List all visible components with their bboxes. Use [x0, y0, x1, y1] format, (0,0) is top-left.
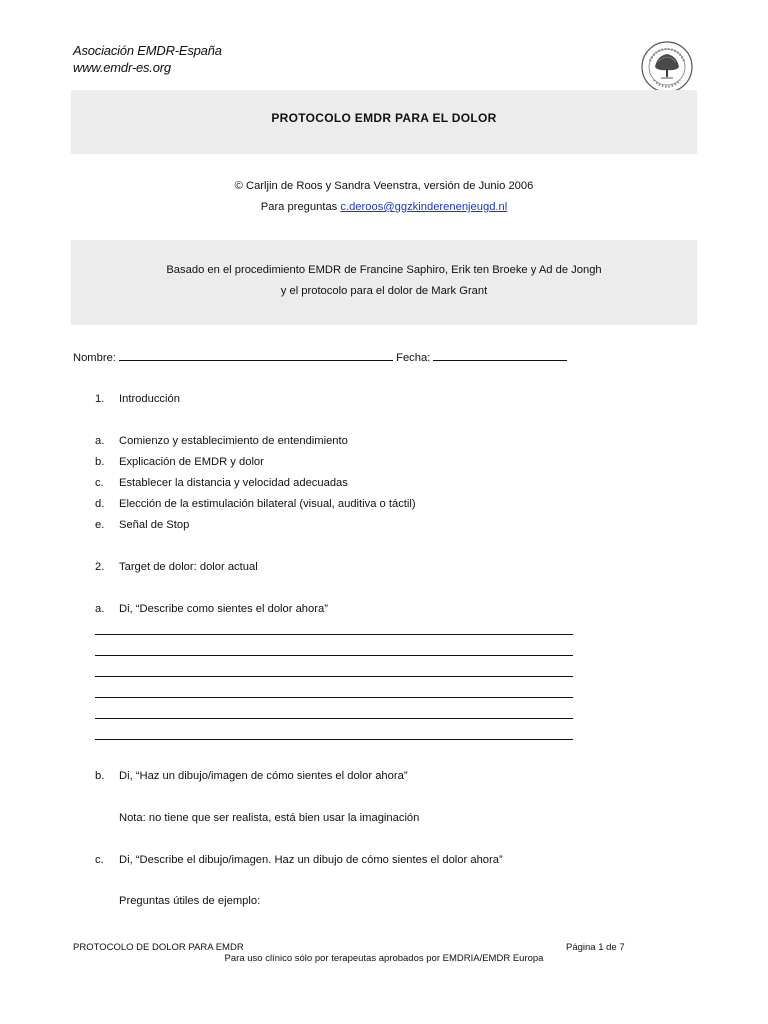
answer-line[interactable]	[95, 634, 573, 635]
section-2-number: 2.	[95, 561, 105, 573]
examples-label: Preguntas útiles de ejemplo:	[119, 895, 261, 907]
section-2-item-b: Di, “Haz un dibujo/imagen de cómo sientes el dolor ahora”	[119, 770, 408, 782]
section-2-item-c-marker: c.	[95, 854, 104, 866]
section-1-item-marker: d.	[95, 498, 105, 510]
section-1-item: Señal de Stop	[119, 519, 190, 531]
answer-line[interactable]	[95, 718, 573, 719]
section-2-item-b-marker: b.	[95, 770, 105, 782]
basis-line-1: Basado en el procedimiento EMDR de Francine Saphiro, Erik ten Broeke y Ad de Jongh	[166, 264, 602, 276]
date-field[interactable]	[433, 350, 567, 361]
contact-line	[71, 200, 697, 214]
section-1-item: Explicación de EMDR y dolor	[119, 456, 264, 468]
section-1-title: Introducción	[119, 393, 180, 405]
section-2-title: Target de dolor: dolor actual	[119, 561, 258, 573]
section-1-item-marker: c.	[95, 477, 104, 489]
contact-prefix: Para preguntas	[260, 201, 338, 213]
basis-line-2: y el protocolo para el dolor de Mark Grant	[280, 285, 488, 297]
answer-line[interactable]	[95, 655, 573, 656]
section-1-item: Establecer la distancia y velocidad adecuadas	[119, 477, 348, 489]
answer-line[interactable]	[95, 697, 573, 698]
contact-email-link[interactable]: c.deroos@ggzkinderenenjeugd.nl	[340, 201, 508, 213]
section-1-item-marker: e.	[95, 519, 105, 531]
section-2-note: Nota: no tiene que ser realista, está bien usar la imaginación	[119, 812, 420, 824]
name-label: Nombre:	[73, 352, 116, 364]
section-1-item-marker: b.	[95, 456, 105, 468]
organization-seal-logo	[641, 41, 693, 93]
section-1-item-marker: a.	[95, 435, 105, 447]
footer-page-number: Página 1 de 7	[566, 942, 625, 953]
name-field[interactable]	[119, 350, 393, 361]
section-2-item-a: Di, “Describe como sientes el dolor ahora”	[119, 603, 328, 615]
date-label: Fecha:	[396, 352, 431, 364]
copyright-line: © Carljin de Roos y Sandra Veenstra, versión de Junio 2006	[234, 180, 534, 192]
answer-line[interactable]	[95, 739, 573, 740]
section-1-item: Elección de la estimulación bilateral (visual, auditiva o táctil)	[119, 498, 416, 510]
answer-line[interactable]	[95, 676, 573, 677]
document-title: PROTOCOLO EMDR PARA EL DOLOR	[271, 111, 497, 125]
organization-website: www.emdr-es.org	[73, 60, 171, 75]
section-2-item-a-marker: a.	[95, 603, 105, 615]
name-date-row	[73, 350, 567, 365]
basis-box	[71, 240, 697, 325]
section-1-number: 1.	[95, 393, 105, 405]
footer-usage-note: Para uso clínico sólo por terapeutas aprobados por EMDRIA/EMDR Europa	[224, 953, 544, 964]
section-2-item-c: Di, “Describe el dibujo/imagen. Haz un dibujo de cómo sientes el dolor ahora”	[119, 854, 503, 866]
section-1-item: Comienzo y establecimiento de entendimiento	[119, 435, 348, 447]
footer-document-name: PROTOCOLO DE DOLOR PARA EMDR	[73, 942, 244, 953]
organization-name: Asociación EMDR-España	[73, 43, 222, 58]
